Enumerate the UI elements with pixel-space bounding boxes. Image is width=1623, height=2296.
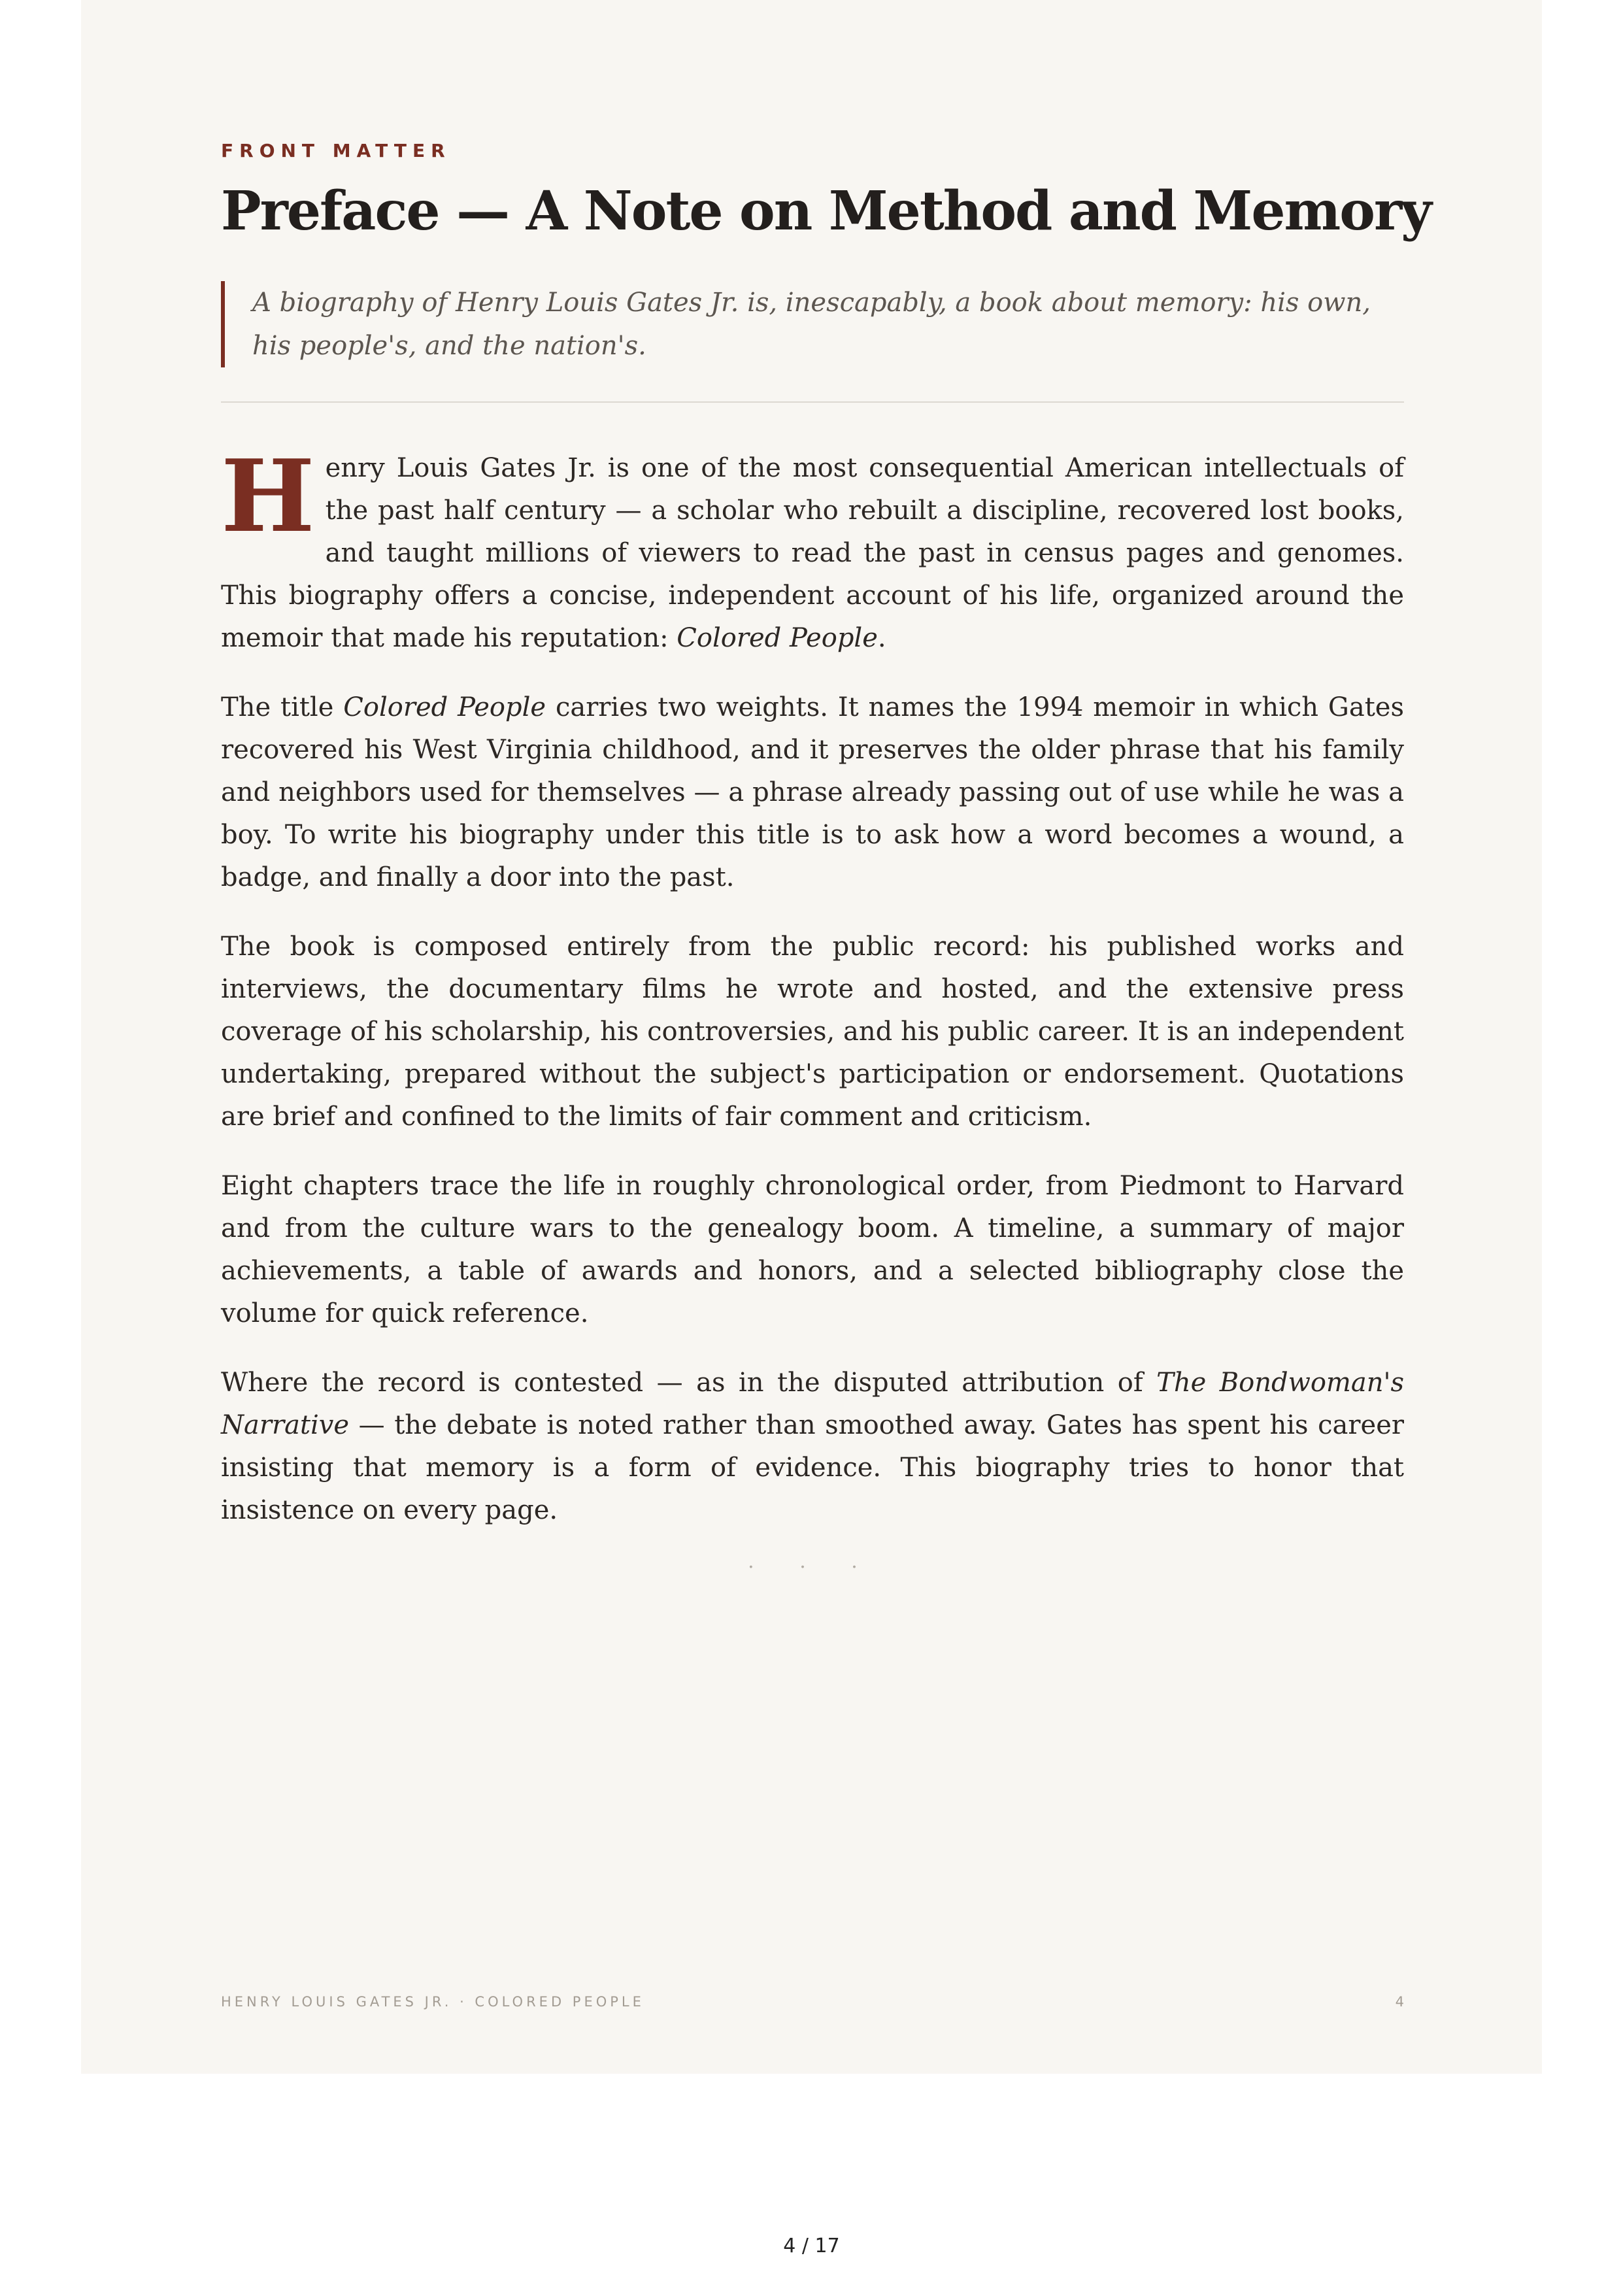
paragraph-4: Eight chapters trace the life in roughly chronological order, from Piedmont to Harvard and from the culture wars to the genealogy boom. A timeline, a summary of major achievements, a table of awards and honors, and a selected bibliography close the volume for quick reference. — [221, 1171, 1404, 1328]
paragraph-1-end: . — [877, 623, 886, 653]
document-page — [81, 0, 1542, 2074]
book-title-italic: The Bondwoman's Narrative — [221, 1368, 1404, 1440]
paragraph-5 — [221, 1362, 1404, 1532]
running-footer: HENRY LOUIS GATES JR. · COLORED PEOPLE — [221, 1994, 644, 2010]
epigraph: A biography of Henry Louis Gates Jr. is, inescapably, a book about memory: his own, his people's, and the nation's. — [221, 281, 1404, 367]
memoir-title-italic: Colored People — [343, 692, 546, 722]
paragraph-2-text: carries two weights. It names the 1994 memoir in which Gates recovered his West Virginia childhood, and it preserves the older phrase that his family and neighbors used for themselves — a phrase already passing out of use while he was a boy. To write his biography under this title is to ask how a word becomes a wound, a badge, and finally a door into the past. — [221, 692, 1404, 892]
drop-cap: H — [221, 437, 315, 554]
paragraph-2 — [221, 686, 1404, 899]
paragraph-5-start: Where the record is contested — as in the disputed attribution of — [221, 1368, 1157, 1398]
chapter-title: Preface — A Note on Method and Memory — [221, 180, 1431, 243]
divider-rule — [221, 401, 1404, 403]
page-number: 4 — [1395, 1994, 1404, 2010]
paragraph-3: The book is composed entirely from the public record: his published works and interviews, the documentary films he wrote and hosted, and the extensive press coverage of his scholarship, his controversies, and his public career. It is an independent undertaking, prepared without the subject's participation or endorsement. Quotations are brief and confined to the limits of fair comment and criticism. — [221, 932, 1404, 1132]
section-eyebrow: FRONT MATTER — [221, 140, 451, 161]
memoir-title-italic: Colored People — [677, 623, 878, 653]
paragraph-1-text: enry Louis Gates Jr. is one of the most consequential American intellectuals of the past half century — a scholar who rebuilt a discipline, recovered lost books, and taught millions of viewers to read the past in census pages and genomes. This biography offers a concise, independent account of his life, organized around the memoir that made his reputation: — [221, 453, 1404, 653]
viewer-page-indicator: 4 / 17 — [783, 2235, 840, 2257]
body-text — [221, 437, 1404, 1559]
paragraph-2-start: The title — [221, 692, 344, 722]
paragraph-1 — [221, 437, 1404, 660]
section-ornament: · · · — [748, 1556, 877, 1579]
paragraph-5-text: — the debate is noted rather than smoothed away. Gates has spent his career insisting that memory is a form of evidence. This biography tries to honor that insistence on every page. — [221, 1410, 1404, 1525]
